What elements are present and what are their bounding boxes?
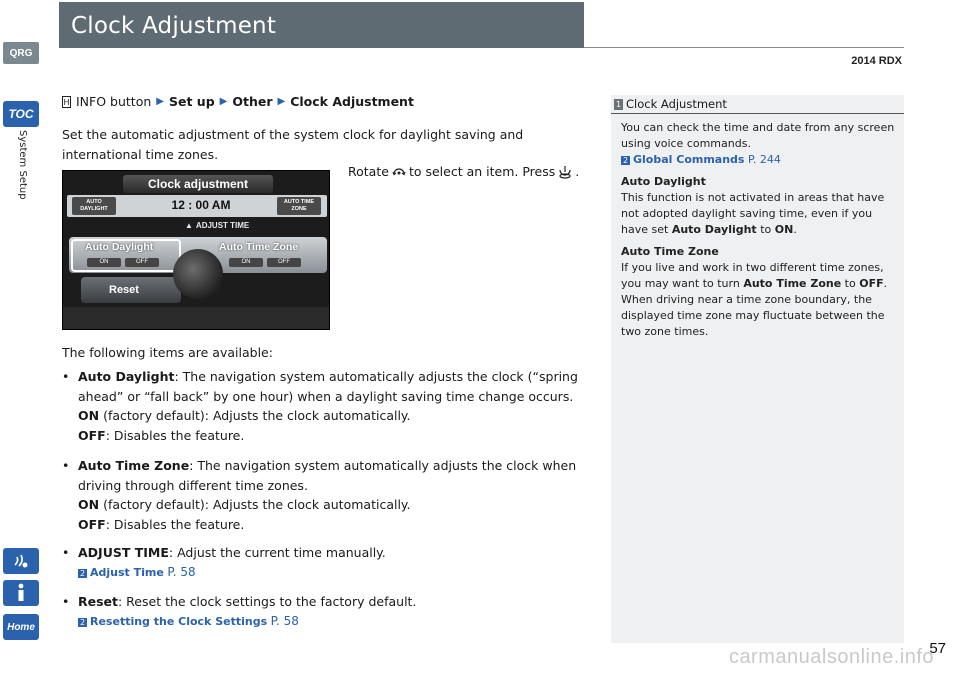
- toc-tab[interactable]: TOC: [3, 101, 39, 127]
- screen-time: 12 : 00 AM: [171, 198, 231, 212]
- list-item-auto-daylight: • Auto Daylight: The navigation system automatically adjusts the clock (“spring ahead” or “fall back” by one hour) when a daylight saving time change occurs. ON (factory default): Adjusts the clock automatically. OFF: Disables the feature.: [62, 369, 578, 443]
- screen-title: Clock adjustment: [123, 175, 273, 193]
- breadcrumb-step-setup: Set up: [168, 94, 215, 109]
- watermark: carmanualsonline.info: [728, 646, 934, 668]
- page-number: 57: [929, 640, 946, 657]
- xref-adjust-time[interactable]: 2 Adjust Time P. 58: [79, 564, 196, 579]
- arrow-right-icon: ▶: [156, 96, 164, 107]
- knob-press-icon: [558, 165, 572, 179]
- screen-knob: [173, 249, 223, 299]
- screen-tz-off: OFF: [267, 258, 301, 267]
- arrow-right-icon: ▶: [219, 96, 228, 107]
- breadcrumb-prefix: INFO button: [76, 94, 152, 109]
- arrow-right-icon: ▶: [277, 96, 286, 107]
- list-item-reset: • Reset: Reset the clock settings to the factory default. 2 Resetting the Clock Settings P. 58: [62, 592, 582, 631]
- list-item-auto-time-zone: • Auto Time Zone: The navigation system automatically adjusts the clock when driving through different time zones. ON (factory default): Adjusts the clock automatically. OFF: Disables the feature.: [62, 458, 577, 532]
- screen-bottom-bezel: [63, 307, 330, 330]
- xref-resetting-clock[interactable]: 2 Resetting the Clock Settings P. 58: [79, 613, 299, 628]
- screen-auto-tz-chip: AUTO TIME ZONE: [277, 197, 321, 215]
- screen-auto-daylight-chip: AUTO DAYLIGHT: [72, 197, 116, 215]
- xref-arrow-icon: 2: [79, 617, 86, 627]
- breadcrumb: [62, 94, 414, 109]
- screen-daylight-on: ON: [87, 258, 121, 267]
- title-bar: [59, 2, 584, 48]
- xref-arrow-icon: 2: [79, 568, 86, 578]
- voice-icon: [11, 552, 31, 570]
- screen-adjust-time: ▲ ADJUST TIME: [185, 221, 250, 230]
- breadcrumb-step-other: Other: [232, 94, 273, 109]
- screen-auto-daylight-label: Auto Daylight: [85, 241, 154, 253]
- info-icon: [14, 583, 28, 603]
- page-title: Clock Adjustment: [71, 13, 277, 39]
- note-body: You can check the time and date from any screen using voice commands. 2 Global Commands P. 244 Auto Daylight This function is not activated in areas that have not adopted daylight saving time, even if you have set Auto Daylight to ON. Auto Time Zone If you live and work in two different time zones, you may want to turn Auto Time Zone to OFF. When driving near a time zone boundary, the displayed time zone may fluctuate between the two zone times.: [621, 121, 895, 338]
- model-label: 2014 RDX: [851, 55, 902, 67]
- hard-button-icon: [62, 96, 71, 108]
- clock-adjustment-screen-image: [62, 170, 330, 330]
- header-divider: [584, 47, 904, 48]
- note-number-icon: 1: [615, 99, 622, 109]
- breadcrumb-step-clock: Clock Adjustment: [290, 94, 414, 109]
- home-button[interactable]: Home: [3, 614, 39, 640]
- section-label: System Setup: [17, 130, 28, 200]
- screen-tz-on: ON: [229, 258, 263, 267]
- sidebar-note: [611, 95, 904, 643]
- note-title: Clock Adjustment: [626, 96, 727, 111]
- screen-reset: Reset: [81, 277, 181, 303]
- qrg-tab[interactable]: QRG: [3, 42, 39, 64]
- intro-paragraph: Set the automatic adjustment of the system clock for daylight saving and international time zones.: [62, 127, 524, 162]
- rotate-instruction: Rotate to select an item. Press .: [348, 164, 580, 179]
- screen-daylight-off: OFF: [125, 258, 159, 267]
- info-button[interactable]: [3, 580, 39, 606]
- voice-command-button[interactable]: [3, 548, 39, 574]
- xref-global-commands[interactable]: 2 Global Commands P. 244: [622, 153, 781, 166]
- svg-text:H: H: [63, 97, 70, 107]
- list-item-adjust-time: • ADJUST TIME: Adjust the current time manually. 2 Adjust Time P. 58: [62, 543, 582, 582]
- note-header: [611, 95, 904, 114]
- screen-auto-tz-label: Auto Time Zone: [219, 241, 299, 253]
- knob-rotate-icon: [392, 165, 406, 179]
- items-intro: The following items are available:: [62, 345, 273, 360]
- triangle-up-icon: ▲: [185, 221, 193, 230]
- xref-arrow-icon: 2: [622, 156, 629, 165]
